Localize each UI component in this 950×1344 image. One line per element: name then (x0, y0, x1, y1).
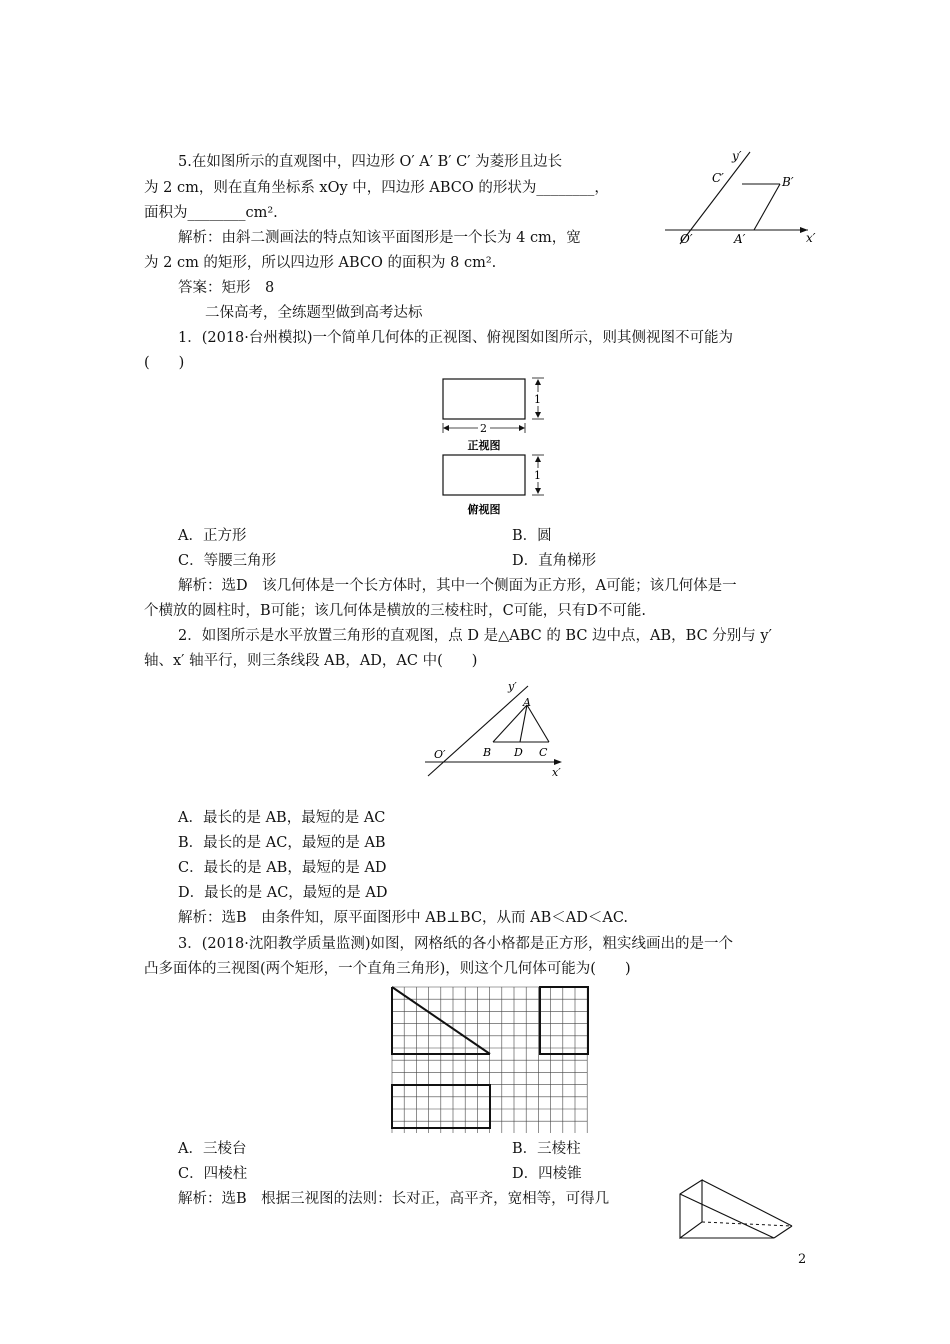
q1-solution-line1: 解析：选D 该几何体是一个长方体时，其中一个侧面为正方形，A可能；该几何体是一 (178, 578, 737, 594)
q2-fig-d-label: D (514, 746, 523, 759)
q3-grid-figure (380, 983, 610, 1133)
q3-option-a: A．三棱台 (178, 1141, 247, 1157)
q5-fig-y-label: y′ (732, 149, 742, 163)
q5-fig-x-label: x′ (806, 231, 816, 245)
q5-rhombus-figure (660, 146, 820, 246)
page-number: 2 (798, 1252, 807, 1267)
q2-fig-a-label: A (523, 696, 531, 709)
q5-line3: 面积为________cm². (144, 205, 278, 221)
q1-line2: ( ) (144, 355, 185, 371)
q2-option-b: B．最长的是 AC，最短的是 AB (178, 835, 386, 851)
q1-fig-height-dim-bottom: 1 (534, 469, 541, 482)
q1-fig-width-dim: 2 (480, 422, 487, 435)
q2-fig-b-label: B (483, 746, 492, 759)
q2-option-c: C．最长的是 AB，最短的是 AD (178, 860, 387, 876)
q2-option-a: A．最长的是 AB，最短的是 AC (178, 810, 386, 826)
q5-fig-a-label: A′ (734, 232, 746, 246)
q2-fig-o-label: O′ (434, 748, 446, 761)
q5-line1: 5.在如图所示的直观图中，四边形 O′ A′ B′ C′ 为菱形且边长 (178, 154, 563, 170)
q2-fig-c-label: C (539, 746, 548, 759)
q5-line2: 为 2 cm，则在直角坐标系 xOy 中，四边形 ABCO 的形状为________， (144, 180, 609, 196)
q2-fig-x-label: x′ (552, 766, 561, 779)
q2-line1: 2．如图所示是水平放置三角形的直观图，点 D 是△ABC 的 BC 边中点，AB，BC 分别与 y′ (178, 628, 772, 644)
q1-option-a: A．正方形 (178, 528, 247, 544)
q2-option-d: D．最长的是 AC，最短的是 AD (178, 885, 388, 901)
q1-fig-height-dim-top: 1 (534, 393, 541, 406)
q3-prism-figure (672, 1176, 802, 1248)
q3-option-b: B．三棱柱 (512, 1141, 581, 1157)
q5-answer: 答案：矩形 8 (178, 280, 275, 296)
q2-solution: 解析：选B 由条件知，原平面图形中 AB⊥BC，从而 AB＜AD＜AC. (178, 910, 629, 926)
q1-front-view-label: 正视图 (467, 439, 501, 452)
q5-solution-line2: 为 2 cm 的矩形，所以四边形 ABCO 的面积为 8 cm². (144, 255, 497, 271)
q5-fig-c-label: C′ (712, 171, 724, 185)
q3-solution: 解析：选B 根据三视图的法则：长对正，高平齐，宽相等，可得几 (178, 1191, 610, 1207)
q1-solution-line2: 个横放的圆柱时，B可能；该几何体是横放的三棱柱时，C可能，只有D不可能. (144, 603, 646, 619)
q2-triangle-figure (420, 672, 570, 782)
q5-solution-line1: 解析：由斜二测画法的特点知该平面图形是一个长为 4 cm，宽 (178, 230, 581, 246)
section-title: 二保高考，全练题型做到高考达标 (205, 305, 423, 321)
q1-line1: 1．(2018·台州模拟)一个简单几何体的正视图、俯视图如图所示，则其侧视图不可能为 (178, 330, 734, 346)
q1-three-view-figure (430, 373, 550, 523)
q1-top-view-label: 俯视图 (467, 503, 501, 516)
q1-option-c: C．等腰三角形 (178, 553, 277, 569)
q3-line1: 3．(2018·沈阳教学质量监测)如图，网格纸的各小格都是正方形，粗实线画出的是一个 (178, 936, 734, 952)
q5-fig-o-label: O′ (680, 232, 693, 246)
q1-option-b: B．圆 (512, 528, 552, 544)
q3-line2: 凸多面体的三视图(两个矩形，一个直角三角形)，则这个几何体可能为( ) (144, 961, 631, 977)
q2-line2: 轴、x′ 轴平行，则三条线段 AB，AD，AC 中( ) (144, 653, 478, 669)
q3-option-c: C．四棱柱 (178, 1166, 248, 1182)
q3-option-d: D．四棱锥 (512, 1166, 582, 1182)
q5-fig-b-label: B′ (782, 175, 794, 189)
q2-fig-y-label: y′ (508, 680, 517, 693)
q1-option-d: D．直角梯形 (512, 553, 597, 569)
